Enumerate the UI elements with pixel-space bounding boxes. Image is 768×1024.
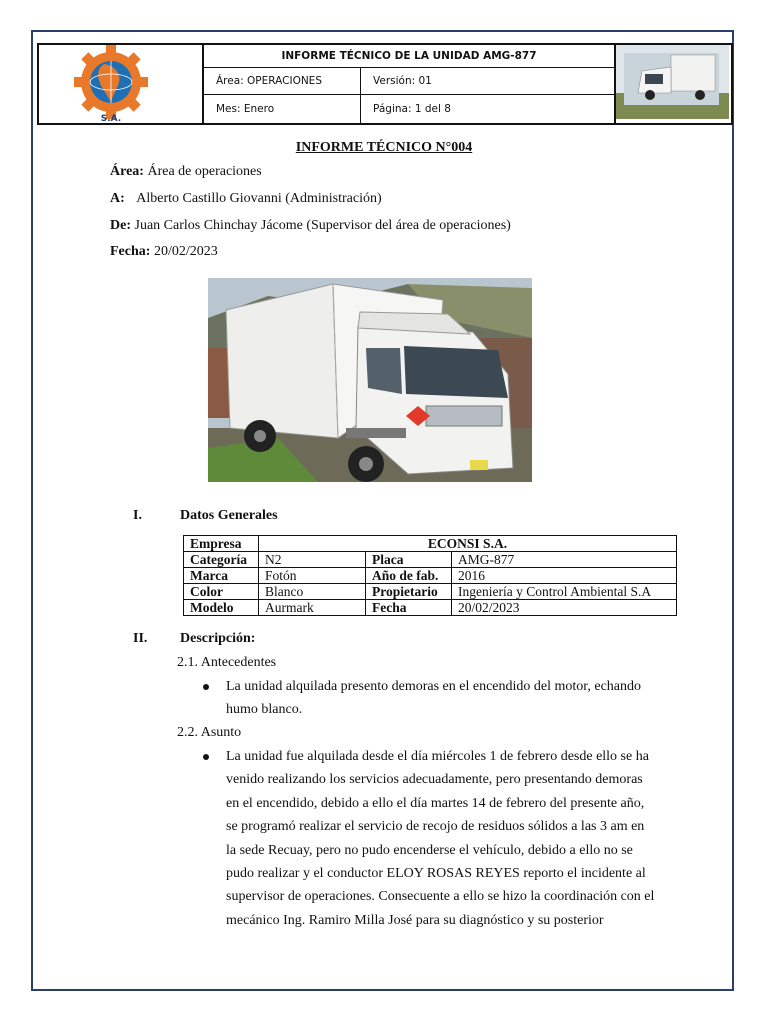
table-row: [184, 536, 677, 552]
header-month: Mes: Enero: [204, 95, 361, 123]
table-cell: Propietario: [366, 584, 452, 600]
meta-to-label: A:: [110, 191, 125, 206]
meta-from-label: De:: [110, 218, 131, 233]
table-cell: Blanco: [259, 584, 366, 600]
section-2-number: II.: [133, 631, 148, 646]
header-truck-photo: [614, 45, 731, 123]
table-cell: ECONSI S.A.: [259, 536, 677, 552]
section-2-title: Descripción:: [180, 631, 256, 646]
gear-globe-logo-icon: [39, 45, 204, 123]
text-line: venido realizando los servicios adecuadamente, pero presentando demoras: [226, 772, 643, 788]
table-cell: Placa: [366, 552, 452, 568]
meta-from-value: Juan Carlos Chinchay Jácome (Supervisor del área de operaciones): [134, 218, 511, 233]
table-cell: 2016: [452, 568, 677, 584]
antecedentes-text: [226, 675, 658, 722]
table-cell: Empresa: [184, 536, 259, 552]
text-line: la sede Recuay, pero no pudo encenderse el vehículo, debido a ello no se: [226, 842, 633, 858]
table-cell: Ingeniería y Control Ambiental S.A: [452, 584, 677, 600]
bullet-icon: [203, 684, 209, 690]
text-line: La unidad fue alquilada desde el día miércoles 1 de febrero desde ello se ha: [226, 749, 649, 764]
table-cell: Aurmark: [259, 600, 366, 616]
meta-to-value: Alberto Castillo Giovanni (Administración): [136, 191, 382, 206]
document-header: [37, 43, 733, 125]
meta-date-value: 20/02/2023: [153, 244, 218, 259]
general-data-table: [183, 535, 677, 616]
subsection-asunto: 2.2. Asunto: [177, 725, 242, 740]
meta-to: [110, 191, 382, 207]
company-logo: [39, 45, 204, 123]
table-cell: 20/02/2023: [452, 600, 677, 616]
meta-date-label: Fecha:: [110, 244, 151, 259]
text-line: humo blanco.: [226, 702, 303, 718]
truck-photo: [208, 278, 532, 482]
text-line: se programó realizar el servicio de recojo de residuos sólidos a las 3 am en: [226, 819, 645, 835]
text-line: mecánico Ing. Ramiro Milla José para su diagnóstico y su posterior: [226, 912, 604, 928]
header-page: Página: 1 del 8: [373, 103, 451, 115]
table-cell: AMG-877: [452, 552, 677, 568]
table-cell: Categoría: [184, 552, 259, 568]
asunto-text: [226, 745, 658, 932]
meta-date: [110, 244, 218, 260]
meta-area: [110, 164, 262, 180]
text-line: en el encendido, debido a ello el día martes 14 de febrero del presente año,: [226, 795, 645, 811]
table-cell: Modelo: [184, 600, 259, 616]
report-title: INFORME TÉCNICO N°004: [295, 140, 473, 155]
bullet-icon: [203, 754, 209, 760]
table-cell: Año de fab.: [366, 568, 452, 584]
table-row: [184, 568, 677, 584]
table-cell: Fecha: [366, 600, 452, 616]
table-row: [184, 584, 677, 600]
header-version: Versión: 01: [361, 68, 614, 95]
section-1-number: I.: [133, 508, 142, 523]
text-line: La unidad alquilada presento demoras en el encendido del motor, echando: [226, 679, 642, 694]
header-area: Área: OPERACIONES: [204, 68, 361, 95]
subsection-antecedentes: 2.1. Antecedentes: [177, 655, 277, 670]
text-line: pudo realizar y el conductor ELOY ROSAS REYES reporto el incidente al: [226, 866, 646, 882]
meta-area-label: Área:: [110, 164, 144, 179]
meta-from: [110, 218, 511, 234]
text-line: supervisor de operaciones. Consecuente a ello se hizo la coordinación con el: [226, 889, 655, 905]
meta-area-value: Área de operaciones: [147, 164, 262, 179]
table-row: [184, 600, 677, 616]
section-1-title: Datos Generales: [180, 508, 278, 523]
table-cell: Fotón: [259, 568, 366, 584]
table-cell: Color: [184, 584, 259, 600]
svg-text:S.A.: S.A.: [100, 114, 122, 123]
table-row: [184, 552, 677, 568]
table-cell: Marca: [184, 568, 259, 584]
table-cell: N2: [259, 552, 366, 568]
header-title: INFORME TÉCNICO DE LA UNIDAD AMG-877: [204, 45, 614, 68]
